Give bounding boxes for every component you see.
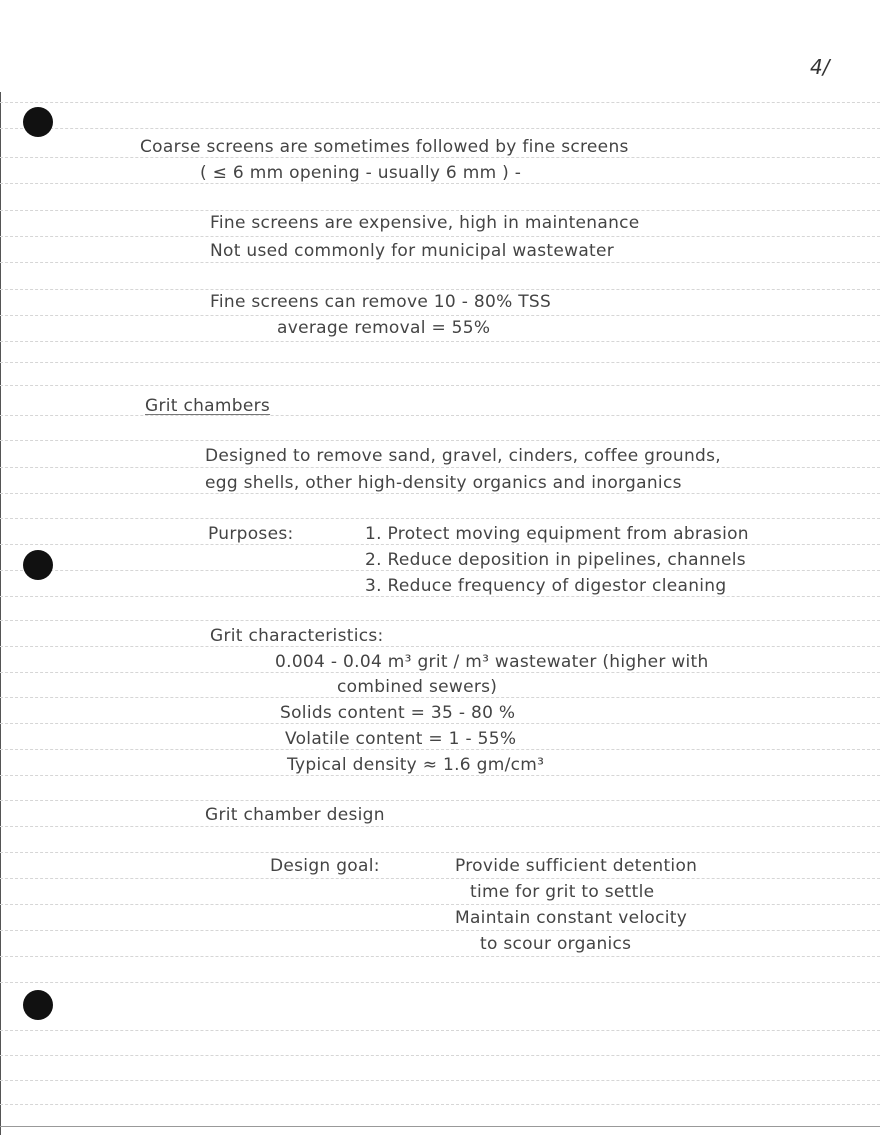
rule-line — [0, 341, 880, 343]
rule-line — [0, 315, 880, 317]
rule-line — [0, 878, 880, 880]
section-heading: Grit chambers — [145, 396, 271, 416]
rule-line — [0, 1080, 880, 1082]
rule-line — [0, 672, 880, 674]
rule-line — [0, 128, 880, 130]
note-line: Provide sufficient detention — [455, 856, 698, 876]
rule-line — [0, 596, 880, 598]
rule-line — [0, 102, 880, 104]
rule-line — [0, 262, 880, 264]
rule-line — [0, 544, 880, 546]
rule-line — [0, 852, 880, 854]
note-line: Volatile content = 1 - 55% — [285, 729, 517, 749]
rule-line — [0, 800, 880, 802]
note-line: 0.004 - 0.04 m³ grit / m³ wastewater (higher with — [275, 652, 709, 672]
rule-line — [0, 1055, 880, 1057]
note-line: to scour organics — [480, 934, 632, 954]
note-line: 1. Protect moving equipment from abrasion — [365, 524, 749, 544]
note-line: 3. Reduce frequency of digestor cleaning — [365, 576, 727, 596]
rule-line — [0, 723, 880, 725]
note-line: Fine screens can remove 10 - 80% TSS — [210, 292, 552, 312]
rule-line — [0, 385, 880, 387]
rule-line — [0, 904, 880, 906]
note-line: Grit characteristics: — [210, 626, 384, 646]
rule-line — [0, 570, 880, 572]
rule-line — [0, 697, 880, 699]
rule-line — [0, 620, 880, 622]
note-line: egg shells, other high-density organics and inorganics — [205, 473, 682, 493]
binder-hole-icon — [23, 550, 53, 580]
note-line: combined sewers) — [337, 677, 498, 697]
rule-line — [0, 210, 880, 212]
rule-line — [0, 362, 880, 364]
note-line: Coarse screens are sometimes followed by fine screens — [140, 137, 629, 157]
margin-line — [0, 92, 1, 1135]
rule-line — [0, 467, 880, 469]
note-line: Fine screens are expensive, high in maintenance — [210, 213, 640, 233]
rule-line — [0, 1030, 880, 1032]
rule-line — [0, 826, 880, 828]
note-line: Maintain constant velocity — [455, 908, 688, 928]
note-line: Purposes: — [208, 524, 294, 544]
rule-line — [0, 775, 880, 777]
rule-line — [0, 415, 880, 417]
note-line: ( ≤ 6 mm opening - usually 6 mm ) - — [200, 163, 522, 183]
rule-line — [0, 289, 880, 291]
bottom-rule — [0, 1126, 880, 1127]
note-line: Not used commonly for municipal wastewater — [210, 241, 615, 261]
binder-hole-icon — [23, 990, 53, 1020]
binder-hole-icon — [23, 107, 53, 137]
page-number: 4/ — [810, 55, 830, 79]
note-line: Designed to remove sand, gravel, cinders, coffee grounds, — [205, 446, 721, 466]
rule-line — [0, 183, 880, 185]
note-line: Typical density ≈ 1.6 gm/cm³ — [287, 755, 545, 775]
rule-line — [0, 1104, 880, 1106]
rule-line — [0, 749, 880, 751]
rule-line — [0, 956, 880, 958]
rule-line — [0, 646, 880, 648]
note-line: 2. Reduce deposition in pipelines, channels — [365, 550, 746, 570]
rule-line — [0, 982, 880, 984]
rule-line — [0, 236, 880, 238]
note-line: Design goal: — [270, 856, 380, 876]
rule-line — [0, 930, 880, 932]
note-line: time for grit to settle — [470, 882, 655, 902]
rule-line — [0, 440, 880, 442]
note-line: Solids content = 35 - 80 % — [280, 703, 516, 723]
rule-line — [0, 157, 880, 159]
rule-line — [0, 518, 880, 520]
note-line: average removal = 55% — [277, 318, 491, 338]
section-heading: Grit chamber design — [205, 805, 385, 825]
rule-line — [0, 493, 880, 495]
